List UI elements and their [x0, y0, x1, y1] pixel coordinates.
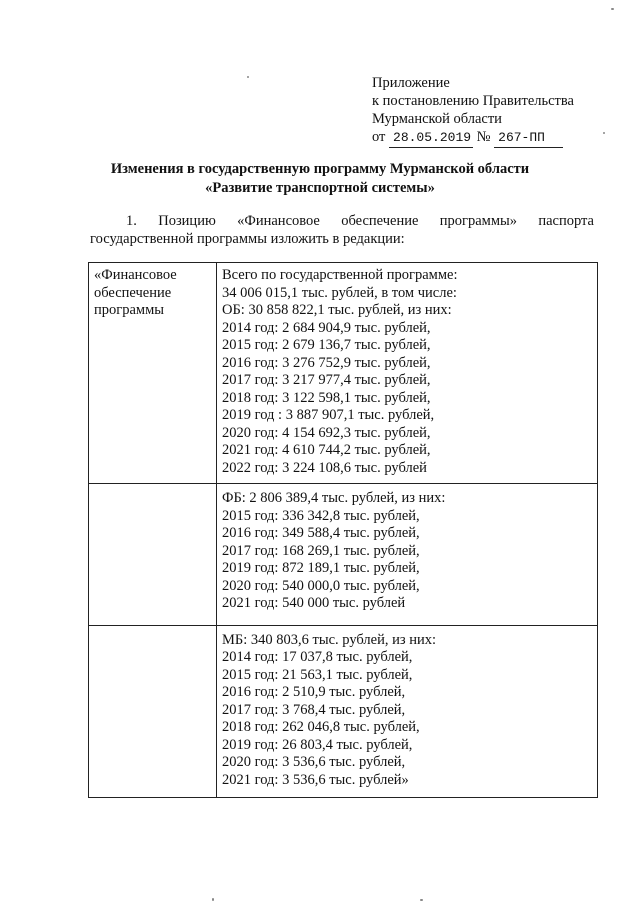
scan-speck [247, 76, 249, 78]
municipal-line: 2021 год: 3 536,6 тыс. рублей» [222, 771, 409, 788]
municipal-line: 2016 год: 2 510,9 тыс. рублей, [222, 684, 406, 700]
municipal-line: 2019 год: 26 803,4 тыс. рублей, [222, 736, 413, 753]
attachment-header [372, 74, 574, 148]
total-line: 2017 год: 3 217 977,4 тыс. рублей, [222, 372, 431, 388]
federal-line: 2016 год: 349 588,4 тыс. рублей, [222, 525, 420, 541]
attachment-date-line [372, 128, 574, 148]
table-row-federal [89, 484, 598, 626]
total-line: 2016 год: 3 276 752,9 тыс. рублей, [222, 354, 431, 371]
funding-table [88, 262, 598, 798]
municipal-line: 2018 год: 262 046,8 тыс. рублей, [222, 719, 420, 735]
title-line-1: Изменения в государственную программу Мурманской области [110, 161, 530, 177]
federal-line: 2020 год: 540 000,0 тыс. рублей, [222, 577, 420, 594]
document-title [0, 160, 640, 198]
total-line: 2015 год: 2 679 136,7 тыс. рублей, [222, 337, 431, 353]
date-prefix: от [372, 129, 386, 145]
resolution-date: 28.05.2019 [389, 129, 473, 148]
scan-speck [420, 899, 423, 901]
total-line: 2018 год: 3 122 598,1 тыс. рублей, [222, 389, 431, 406]
municipal-funding-cell [217, 625, 598, 798]
municipal-line: 2017 год: 3 768,4 тыс. рублей, [222, 701, 406, 718]
table-row-municipal [89, 625, 598, 798]
municipal-line: 2015 год: 21 563,1 тыс. рублей, [222, 666, 413, 683]
scan-speck [611, 8, 614, 10]
empty-label-cell [89, 484, 217, 626]
empty-label-cell [89, 625, 217, 798]
table-row-total [89, 263, 598, 484]
number-prefix: № [476, 129, 491, 145]
federal-line: 2021 год: 540 000 тыс. рублей [222, 595, 406, 611]
label-line: обеспечение [94, 284, 172, 301]
federal-line: 2015 год: 336 342,8 тыс. рублей, [222, 507, 420, 524]
total-line: 2020 год: 4 154 692,3 тыс. рублей, [222, 424, 431, 441]
paragraph-1-line-1: 1. Позицию «Финансовое обеспечение программы» паспорта [126, 213, 594, 229]
attachment-title: Приложение [372, 75, 450, 91]
municipal-line: 2014 год: 17 037,8 тыс. рублей, [222, 649, 413, 665]
total-line: 34 006 015,1 тыс. рублей, в том числе: [222, 284, 457, 301]
resolution-number: 267-ПП [494, 129, 563, 148]
total-line: Всего по государственной программе: [222, 267, 458, 283]
total-line: 2021 год: 4 610 744,2 тыс. рублей, [222, 442, 431, 458]
federal-line: 2019 год: 872 189,1 тыс. рублей, [222, 560, 420, 576]
title-line-2: «Развитие транспортной системы» [205, 180, 435, 196]
label-line: «Финансовое [94, 267, 177, 283]
total-line: 2019 год : 3 887 907,1 тыс. рублей, [222, 407, 435, 423]
paragraph-1-line-2: государственной программы изложить в редакции: [90, 231, 405, 247]
label-cell [89, 263, 217, 484]
label-line: программы [94, 302, 164, 318]
municipal-line: 2020 год: 3 536,6 тыс. рублей, [222, 754, 406, 770]
total-funding-cell [217, 263, 598, 484]
attachment-region: Мурманской области [372, 111, 502, 127]
federal-line: ФБ: 2 806 389,4 тыс. рублей, из них: [222, 490, 446, 506]
federal-line: 2017 год: 168 269,1 тыс. рублей, [222, 542, 420, 559]
attachment-resolution: к постановлению Правительства [372, 93, 574, 109]
total-line: 2022 год: 3 224 108,6 тыс. рублей [222, 459, 427, 476]
federal-funding-cell [217, 484, 598, 626]
municipal-line: МБ: 340 803,6 тыс. рублей, из них: [222, 631, 436, 648]
paragraph-1 [90, 212, 594, 248]
scan-speck [603, 132, 605, 134]
total-line: ОБ: 30 858 822,1 тыс. рублей, из них: [222, 302, 452, 318]
scan-speck [212, 898, 214, 901]
total-line: 2014 год: 2 684 904,9 тыс. рублей, [222, 319, 431, 336]
